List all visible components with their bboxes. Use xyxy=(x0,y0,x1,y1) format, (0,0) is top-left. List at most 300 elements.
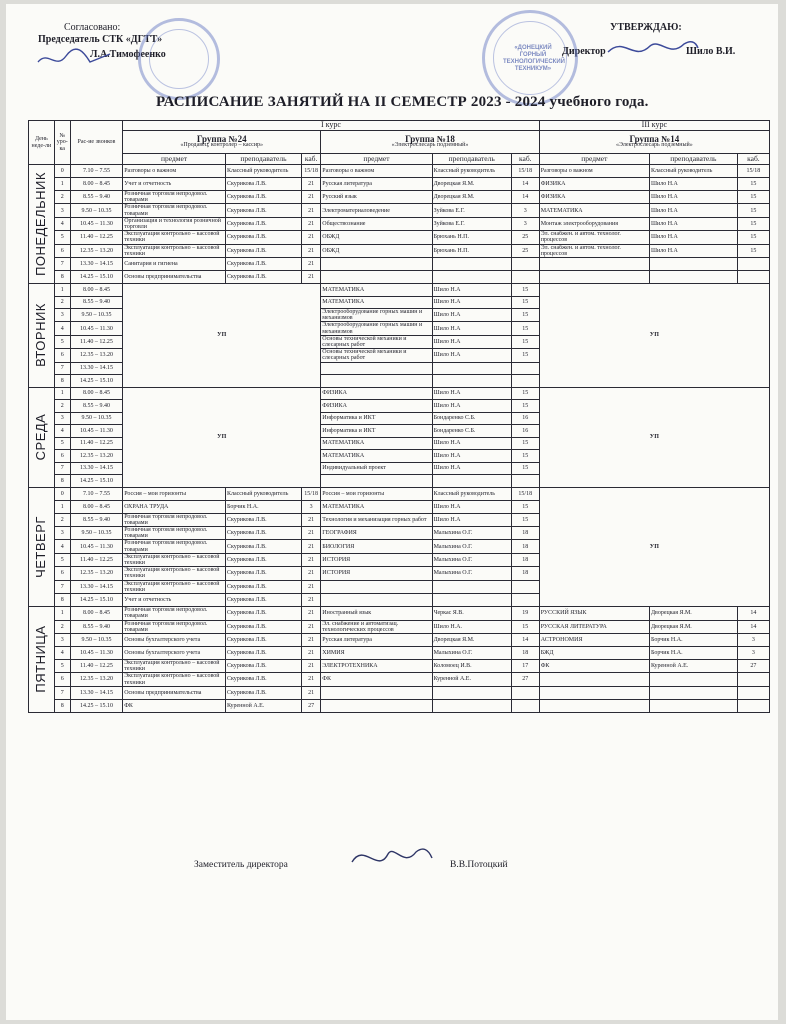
teacher-cell: Шило Н.А xyxy=(432,462,511,475)
agreed-label: Согласовано: xyxy=(64,22,121,33)
room-cell xyxy=(511,271,539,284)
room-cell: 21 xyxy=(301,567,320,580)
subject-cell: Эл. снабжен. и автом. технолог. процессов xyxy=(539,244,649,257)
col-teacher: преподаватель xyxy=(432,154,511,165)
room-cell: 14 xyxy=(511,633,539,646)
teacher-cell: Шило Н.А xyxy=(649,231,737,244)
subject-cell: МАТЕМАТИКА xyxy=(321,437,432,450)
teacher-cell: Скурикова Л.В. xyxy=(225,553,301,566)
room-cell: 15 xyxy=(511,462,539,475)
subject-cell: ГЕОГРАФИЯ xyxy=(321,527,432,540)
col-subject: предмет xyxy=(321,154,432,165)
teacher-cell: Шило Н.А xyxy=(432,500,511,513)
room-cell: 14 xyxy=(511,178,539,191)
room-cell: 14 xyxy=(737,607,769,620)
group-18: Группа №18 «Электрослесарь подземный» xyxy=(321,131,539,154)
lesson-time: 10.45 – 11.30 xyxy=(70,425,122,438)
lesson-time: 8.55 – 9.40 xyxy=(70,400,122,413)
teacher-cell: Шило Н.А xyxy=(432,450,511,463)
lesson-time: 14.25 – 15.10 xyxy=(70,375,122,388)
teacher-cell: Дворецкая Я.М. xyxy=(649,620,737,633)
subject-cell: МАТЕМАТИКА xyxy=(321,284,432,297)
teacher-cell: Малыхина О.Г. xyxy=(432,553,511,566)
subject-cell: ИСТОРИЯ xyxy=(321,553,432,566)
teacher-cell: Скурикова Л.В. xyxy=(225,540,301,553)
lesson-number: 8 xyxy=(54,271,70,284)
subject-cell: Розничная торговля непродовол. товарами xyxy=(123,191,226,204)
subject-cell: Эксплуатация контрольно – кассовой техники xyxy=(123,553,226,566)
room-cell: 21 xyxy=(301,217,320,230)
subject-cell: Учет и отчетность xyxy=(123,594,226,607)
subject-cell: Эл. снабжение и автоматизац. технологических процессов xyxy=(321,620,432,633)
teacher-cell xyxy=(649,258,737,271)
lesson-number: 2 xyxy=(54,400,70,413)
teacher-cell: Классный руководитель xyxy=(432,487,511,500)
room-cell: 15/18 xyxy=(301,165,320,178)
stamp-text: «ДОНЕЦКИЙ ГОРНЫЙ ТЕХНОЛОГИЧЕСКИЙ ТЕХНИКУМ» xyxy=(503,45,565,72)
lesson-time: 12.35 – 13.20 xyxy=(70,567,122,580)
subject-cell: ФК xyxy=(321,673,432,686)
subject-cell: МАТЕМАТИКА xyxy=(321,450,432,463)
subject-cell: Русская литература xyxy=(321,633,432,646)
col-room: каб. xyxy=(511,154,539,165)
teacher-cell: Дворецкая Я.М. xyxy=(432,633,511,646)
teacher-cell xyxy=(432,580,511,593)
lesson-number: 3 xyxy=(54,309,70,322)
approve-name: Шило В.И. xyxy=(686,46,736,57)
lesson-time: 9.50 – 10.35 xyxy=(70,412,122,425)
table-row xyxy=(29,258,770,271)
group-24: Группа №24 «Продавец, контролер – кассир» xyxy=(123,131,321,154)
room-cell: 15 xyxy=(737,217,769,230)
teacher-cell: Бондаренко С.Б. xyxy=(432,425,511,438)
room-cell: 15/18 xyxy=(737,165,769,178)
teacher-cell: Скурикова Л.В. xyxy=(225,659,301,672)
subject-cell: Электрооборудование горных машин и механизмов xyxy=(321,309,432,322)
subject-cell xyxy=(321,258,432,271)
teacher-cell: Малыхина О.Г. xyxy=(432,646,511,659)
table-row xyxy=(29,607,770,620)
teacher-cell xyxy=(649,699,737,712)
room-cell: 15 xyxy=(511,513,539,526)
lesson-number: 7 xyxy=(54,362,70,375)
subject-cell: ИСТОРИЯ xyxy=(321,567,432,580)
teacher-cell: Шило Н.А xyxy=(432,322,511,335)
subject-cell: Эксплуатация контрольно – кассовой техники xyxy=(123,659,226,672)
room-cell: 3 xyxy=(301,500,320,513)
lesson-number: 4 xyxy=(54,540,70,553)
teacher-cell: Шило Н.А xyxy=(432,387,511,400)
subject-cell: Основы бухгалтерского учета xyxy=(123,633,226,646)
teacher-cell: Борчик Н.А. xyxy=(649,633,737,646)
room-cell: 25 xyxy=(511,231,539,244)
room-cell: 3 xyxy=(737,646,769,659)
col-day: День неде-ли xyxy=(29,121,55,165)
room-cell: 19 xyxy=(511,607,539,620)
practice-block-g14: УП xyxy=(539,387,769,487)
room-cell: 18 xyxy=(511,646,539,659)
lesson-time: 9.50 – 10.35 xyxy=(70,633,122,646)
room-cell: 25 xyxy=(511,244,539,257)
teacher-cell: Борчик Н.А. xyxy=(649,646,737,659)
table-row xyxy=(29,646,770,659)
lesson-time: 14.25 – 15.10 xyxy=(70,271,122,284)
director-signature xyxy=(604,32,700,66)
room-cell: 21 xyxy=(301,673,320,686)
teacher-cell: Шило Н.А. xyxy=(432,620,511,633)
lesson-time: 8.00 – 8.45 xyxy=(70,387,122,400)
teacher-cell: Шило Н.А xyxy=(649,191,737,204)
left-signature xyxy=(34,44,114,70)
day-name: ПОНЕДЕЛЬНИК xyxy=(33,172,49,276)
subject-cell xyxy=(539,271,649,284)
teacher-cell: Скурикова Л.В. xyxy=(225,217,301,230)
col-time: Рас-ие звонков xyxy=(70,121,122,165)
left-stamp xyxy=(138,18,220,100)
table-row xyxy=(29,178,770,191)
teacher-cell: Скурикова Л.В. xyxy=(225,607,301,620)
lesson-time: 8.00 – 8.45 xyxy=(70,284,122,297)
footer xyxy=(194,860,508,870)
teacher-cell: Скурикова Л.В. xyxy=(225,271,301,284)
lesson-time: 14.25 – 15.10 xyxy=(70,699,122,712)
lesson-time: 10.45 – 11.30 xyxy=(70,322,122,335)
subject-cell xyxy=(539,686,649,699)
schedule-document xyxy=(6,4,778,1020)
teacher-cell xyxy=(432,686,511,699)
practice-block-g24: УП xyxy=(123,284,321,388)
room-cell xyxy=(737,271,769,284)
room-cell xyxy=(511,580,539,593)
practice-block-g14: УП xyxy=(539,487,769,606)
page-title: РАСПИСАНИЕ ЗАНЯТИЙ НА II СЕМЕСТР 2023 - 2024 учебного года. xyxy=(156,94,649,110)
teacher-cell: Классный руководитель xyxy=(432,165,511,178)
lesson-number: 1 xyxy=(54,607,70,620)
lesson-number: 3 xyxy=(54,412,70,425)
room-cell: 21 xyxy=(301,580,320,593)
lesson-time: 10.45 – 11.30 xyxy=(70,217,122,230)
room-cell: 21 xyxy=(301,659,320,672)
teacher-cell: Шило Н.А xyxy=(649,178,737,191)
lesson-number: 3 xyxy=(54,633,70,646)
room-cell: 15 xyxy=(511,284,539,297)
lesson-time: 7.10 – 7.55 xyxy=(70,487,122,500)
subject-cell xyxy=(321,699,432,712)
teacher-cell: Скурикова Л.В. xyxy=(225,513,301,526)
teacher-cell: Скурикова Л.В. xyxy=(225,258,301,271)
subject-cell: Эксплуатация контрольно – кассовой техники xyxy=(123,567,226,580)
col-subject: предмет xyxy=(123,154,226,165)
room-cell xyxy=(511,258,539,271)
practice-block-g24: УП xyxy=(123,387,321,487)
teacher-cell: Борчик Н.А. xyxy=(225,500,301,513)
lesson-number: 7 xyxy=(54,462,70,475)
lesson-time: 13.30 – 14.15 xyxy=(70,258,122,271)
lesson-number: 5 xyxy=(54,659,70,672)
lesson-number: 6 xyxy=(54,567,70,580)
lesson-number: 4 xyxy=(54,646,70,659)
teacher-cell: Скурикова Л.В. xyxy=(225,204,301,217)
table-row xyxy=(29,284,770,297)
room-cell: 15 xyxy=(737,191,769,204)
lesson-number: 7 xyxy=(54,686,70,699)
subject-cell: АСТРОНОМИЯ xyxy=(539,633,649,646)
day-label-wed xyxy=(29,387,55,487)
subject-cell: Розничная торговля непродовол. товарами xyxy=(123,540,226,553)
teacher-cell: Скурикова Л.В. xyxy=(225,646,301,659)
approve-label: УТВЕРЖДАЮ: xyxy=(610,22,682,33)
teacher-cell xyxy=(649,673,737,686)
teacher-cell: Куренной А.Е. xyxy=(225,699,301,712)
teacher-cell xyxy=(432,699,511,712)
room-cell: 14 xyxy=(737,620,769,633)
room-cell: 15 xyxy=(511,437,539,450)
teacher-cell: Малыхина О.Г. xyxy=(432,527,511,540)
teacher-cell xyxy=(432,594,511,607)
subject-cell: Разговоры о важном xyxy=(321,165,432,178)
subject-cell: Электроматериаловедение xyxy=(321,204,432,217)
lesson-number: 8 xyxy=(54,594,70,607)
table-row xyxy=(29,620,770,633)
subject-cell: Индивидуальный проект xyxy=(321,462,432,475)
room-cell: 21 xyxy=(301,553,320,566)
room-cell: 27 xyxy=(511,673,539,686)
lesson-time: 11.40 – 12.25 xyxy=(70,231,122,244)
lesson-time: 14.25 – 15.10 xyxy=(70,475,122,488)
lesson-number: 0 xyxy=(54,487,70,500)
lesson-time: 12.35 – 13.20 xyxy=(70,349,122,362)
teacher-cell: Куренной А.Е. xyxy=(649,659,737,672)
lesson-number: 7 xyxy=(54,580,70,593)
approve-director: Директор xyxy=(562,46,606,57)
day-name: ВТОРНИК xyxy=(33,303,49,368)
teacher-cell: Скурикова Л.В. xyxy=(225,673,301,686)
subject-cell: ФК xyxy=(123,699,226,712)
lesson-number: 4 xyxy=(54,425,70,438)
day-label-thu xyxy=(29,487,55,606)
lesson-number: 3 xyxy=(54,204,70,217)
lesson-time: 12.35 – 13.20 xyxy=(70,450,122,463)
lesson-number: 0 xyxy=(54,165,70,178)
subject-cell: Разговоры о важном xyxy=(539,165,649,178)
lesson-number: 8 xyxy=(54,475,70,488)
lesson-number: 5 xyxy=(54,437,70,450)
subject-cell: Обществознание xyxy=(321,217,432,230)
teacher-cell: Малыхина О.Г. xyxy=(432,540,511,553)
deputy-signature xyxy=(344,838,434,878)
agreed-chairman: Председатель СТК «ДГТТ» xyxy=(38,34,163,45)
teacher-cell: Шило Н.А xyxy=(649,217,737,230)
room-cell: 3 xyxy=(511,217,539,230)
room-cell: 15/18 xyxy=(511,487,539,500)
room-cell: 21 xyxy=(301,244,320,257)
table-row xyxy=(29,165,770,178)
lesson-number: 2 xyxy=(54,296,70,309)
teacher-cell xyxy=(432,362,511,375)
teacher-cell: Зуйкова Е.Г. xyxy=(432,217,511,230)
subject-cell: Электрооборудование горных машин и механизмов xyxy=(321,322,432,335)
table-row xyxy=(29,244,770,257)
lesson-time: 13.30 – 14.15 xyxy=(70,462,122,475)
table-row xyxy=(29,686,770,699)
subject-cell: Эл. снабжен. и автом. технолог. процессов xyxy=(539,231,649,244)
subject-cell xyxy=(539,673,649,686)
teacher-cell: Скурикова Л.В. xyxy=(225,686,301,699)
table-row xyxy=(29,271,770,284)
room-cell: 21 xyxy=(301,231,320,244)
lesson-time: 8.00 – 8.45 xyxy=(70,178,122,191)
teacher-cell: Скурикова Л.В. xyxy=(225,620,301,633)
room-cell: 16 xyxy=(511,425,539,438)
subject-cell xyxy=(321,594,432,607)
table-row xyxy=(29,487,770,500)
subject-cell xyxy=(321,475,432,488)
teacher-cell: Зуйкова Е.Г. xyxy=(432,204,511,217)
room-cell: 3 xyxy=(511,204,539,217)
teacher-cell: Шило Н.А xyxy=(432,400,511,413)
room-cell: 21 xyxy=(301,607,320,620)
room-cell xyxy=(737,686,769,699)
subject-cell: МАТЕМАТИКА xyxy=(321,500,432,513)
lesson-number: 2 xyxy=(54,513,70,526)
lesson-time: 12.35 – 13.20 xyxy=(70,673,122,686)
teacher-cell: Дворецкая Я.М. xyxy=(649,607,737,620)
subject-cell xyxy=(539,699,649,712)
subject-cell: ФК xyxy=(539,659,649,672)
day-name: СРЕДА xyxy=(33,413,49,461)
teacher-cell: Скурикова Л.В. xyxy=(225,633,301,646)
lesson-number: 1 xyxy=(54,387,70,400)
table-row xyxy=(29,387,770,400)
room-cell: 15 xyxy=(511,450,539,463)
lesson-number: 1 xyxy=(54,500,70,513)
room-cell: 18 xyxy=(511,567,539,580)
teacher-cell: Классный руководитель xyxy=(649,165,737,178)
teacher-cell: Брюхань Н.П. xyxy=(432,244,511,257)
subject-cell xyxy=(321,580,432,593)
teacher-cell xyxy=(432,271,511,284)
subject-cell: ФИЗИКА xyxy=(539,191,649,204)
lesson-number: 3 xyxy=(54,527,70,540)
room-cell: 21 xyxy=(301,686,320,699)
lesson-time: 9.50 – 10.35 xyxy=(70,204,122,217)
day-label-tue xyxy=(29,284,55,388)
room-cell: 18 xyxy=(511,527,539,540)
room-cell: 21 xyxy=(301,527,320,540)
lesson-number: 6 xyxy=(54,349,70,362)
col-room: каб. xyxy=(301,154,320,165)
room-cell: 21 xyxy=(301,646,320,659)
subject-cell xyxy=(321,362,432,375)
teacher-cell: Куренной А.Е. xyxy=(432,673,511,686)
lesson-time: 13.30 – 14.15 xyxy=(70,362,122,375)
day-name: ПЯТНИЦА xyxy=(33,625,49,694)
lesson-number: 1 xyxy=(54,178,70,191)
room-cell: 21 xyxy=(301,258,320,271)
lesson-time: 8.55 – 9.40 xyxy=(70,620,122,633)
teacher-cell: Скурикова Л.В. xyxy=(225,580,301,593)
room-cell: 3 xyxy=(737,633,769,646)
subject-cell: ЭЛЕКТРОТЕХНИКА xyxy=(321,659,432,672)
lesson-number: 8 xyxy=(54,375,70,388)
subject-cell xyxy=(321,686,432,699)
room-cell xyxy=(511,375,539,388)
group-14: Группа №14 «Электрослесарь подземный» xyxy=(539,131,769,154)
subject-cell: Эксплуатация контрольно – кассовой техники xyxy=(123,673,226,686)
col-room: каб. xyxy=(737,154,769,165)
room-cell: 15 xyxy=(737,178,769,191)
room-cell xyxy=(737,699,769,712)
teacher-cell: Дворецкая Я.М. xyxy=(432,191,511,204)
teacher-cell: Шило Н.А xyxy=(649,244,737,257)
lesson-time: 11.40 – 12.25 xyxy=(70,553,122,566)
lesson-number: 2 xyxy=(54,620,70,633)
footer-name: В.В.Потоцкий xyxy=(450,860,508,870)
lesson-time: 14.25 – 15.10 xyxy=(70,594,122,607)
teacher-cell: Шило Н.А xyxy=(432,513,511,526)
course-1: I курс xyxy=(123,121,540,131)
lesson-number: 6 xyxy=(54,244,70,257)
teacher-cell: Скурикова Л.В. xyxy=(225,191,301,204)
room-cell xyxy=(511,686,539,699)
subject-cell: Основы технической механики и слесарных работ xyxy=(321,349,432,362)
teacher-cell: Скурикова Л.В. xyxy=(225,231,301,244)
col-subject: предмет xyxy=(539,154,649,165)
room-cell: 27 xyxy=(301,699,320,712)
lesson-time: 11.40 – 12.25 xyxy=(70,659,122,672)
table-row xyxy=(29,633,770,646)
subject-cell: ХИМИЯ xyxy=(321,646,432,659)
room-cell: 21 xyxy=(301,191,320,204)
lesson-time: 8.55 – 9.40 xyxy=(70,296,122,309)
subject-cell: Монтаж электрооборудования xyxy=(539,217,649,230)
subject-cell: ФИЗИКА xyxy=(321,387,432,400)
subject-cell: РУССКАЯ ЛИТЕРАТУРА xyxy=(539,620,649,633)
lesson-time: 13.30 – 14.15 xyxy=(70,580,122,593)
table-row xyxy=(29,191,770,204)
room-cell: 15 xyxy=(511,322,539,335)
lesson-time: 11.40 – 12.25 xyxy=(70,437,122,450)
lesson-time: 13.30 – 14.15 xyxy=(70,686,122,699)
teacher-cell: Брюхань Н.П. xyxy=(432,231,511,244)
teacher-cell: Скурикова Л.В. xyxy=(225,178,301,191)
agreed-name: Л.А.Тимофеенко xyxy=(90,49,166,60)
subject-cell: Русский язык xyxy=(321,191,432,204)
practice-block-g14: УП xyxy=(539,284,769,388)
subject-cell xyxy=(321,271,432,284)
subject-cell: Основы предпринимательства xyxy=(123,271,226,284)
table-row xyxy=(29,204,770,217)
teacher-cell xyxy=(649,686,737,699)
subject-cell: ФИЗИКА xyxy=(321,400,432,413)
lesson-number: 6 xyxy=(54,673,70,686)
subject-cell: Эксплуатация контрольно – кассовой техники xyxy=(123,231,226,244)
teacher-cell: Шило Н.А xyxy=(432,296,511,309)
teacher-cell: Шило Н.А xyxy=(432,349,511,362)
room-cell xyxy=(737,258,769,271)
teacher-cell: Малыхина О.Г. xyxy=(432,567,511,580)
room-cell: 21 xyxy=(301,271,320,284)
subject-cell: Учет и отчетность xyxy=(123,178,226,191)
room-cell: 21 xyxy=(301,633,320,646)
room-cell: 21 xyxy=(301,178,320,191)
teacher-cell: Скурикова Л.В. xyxy=(225,244,301,257)
teacher-cell xyxy=(432,258,511,271)
subject-cell: Технология и механизация горных работ xyxy=(321,513,432,526)
lesson-time: 8.00 – 8.45 xyxy=(70,607,122,620)
lesson-time: 8.55 – 9.40 xyxy=(70,513,122,526)
lesson-time: 10.45 – 11.30 xyxy=(70,646,122,659)
